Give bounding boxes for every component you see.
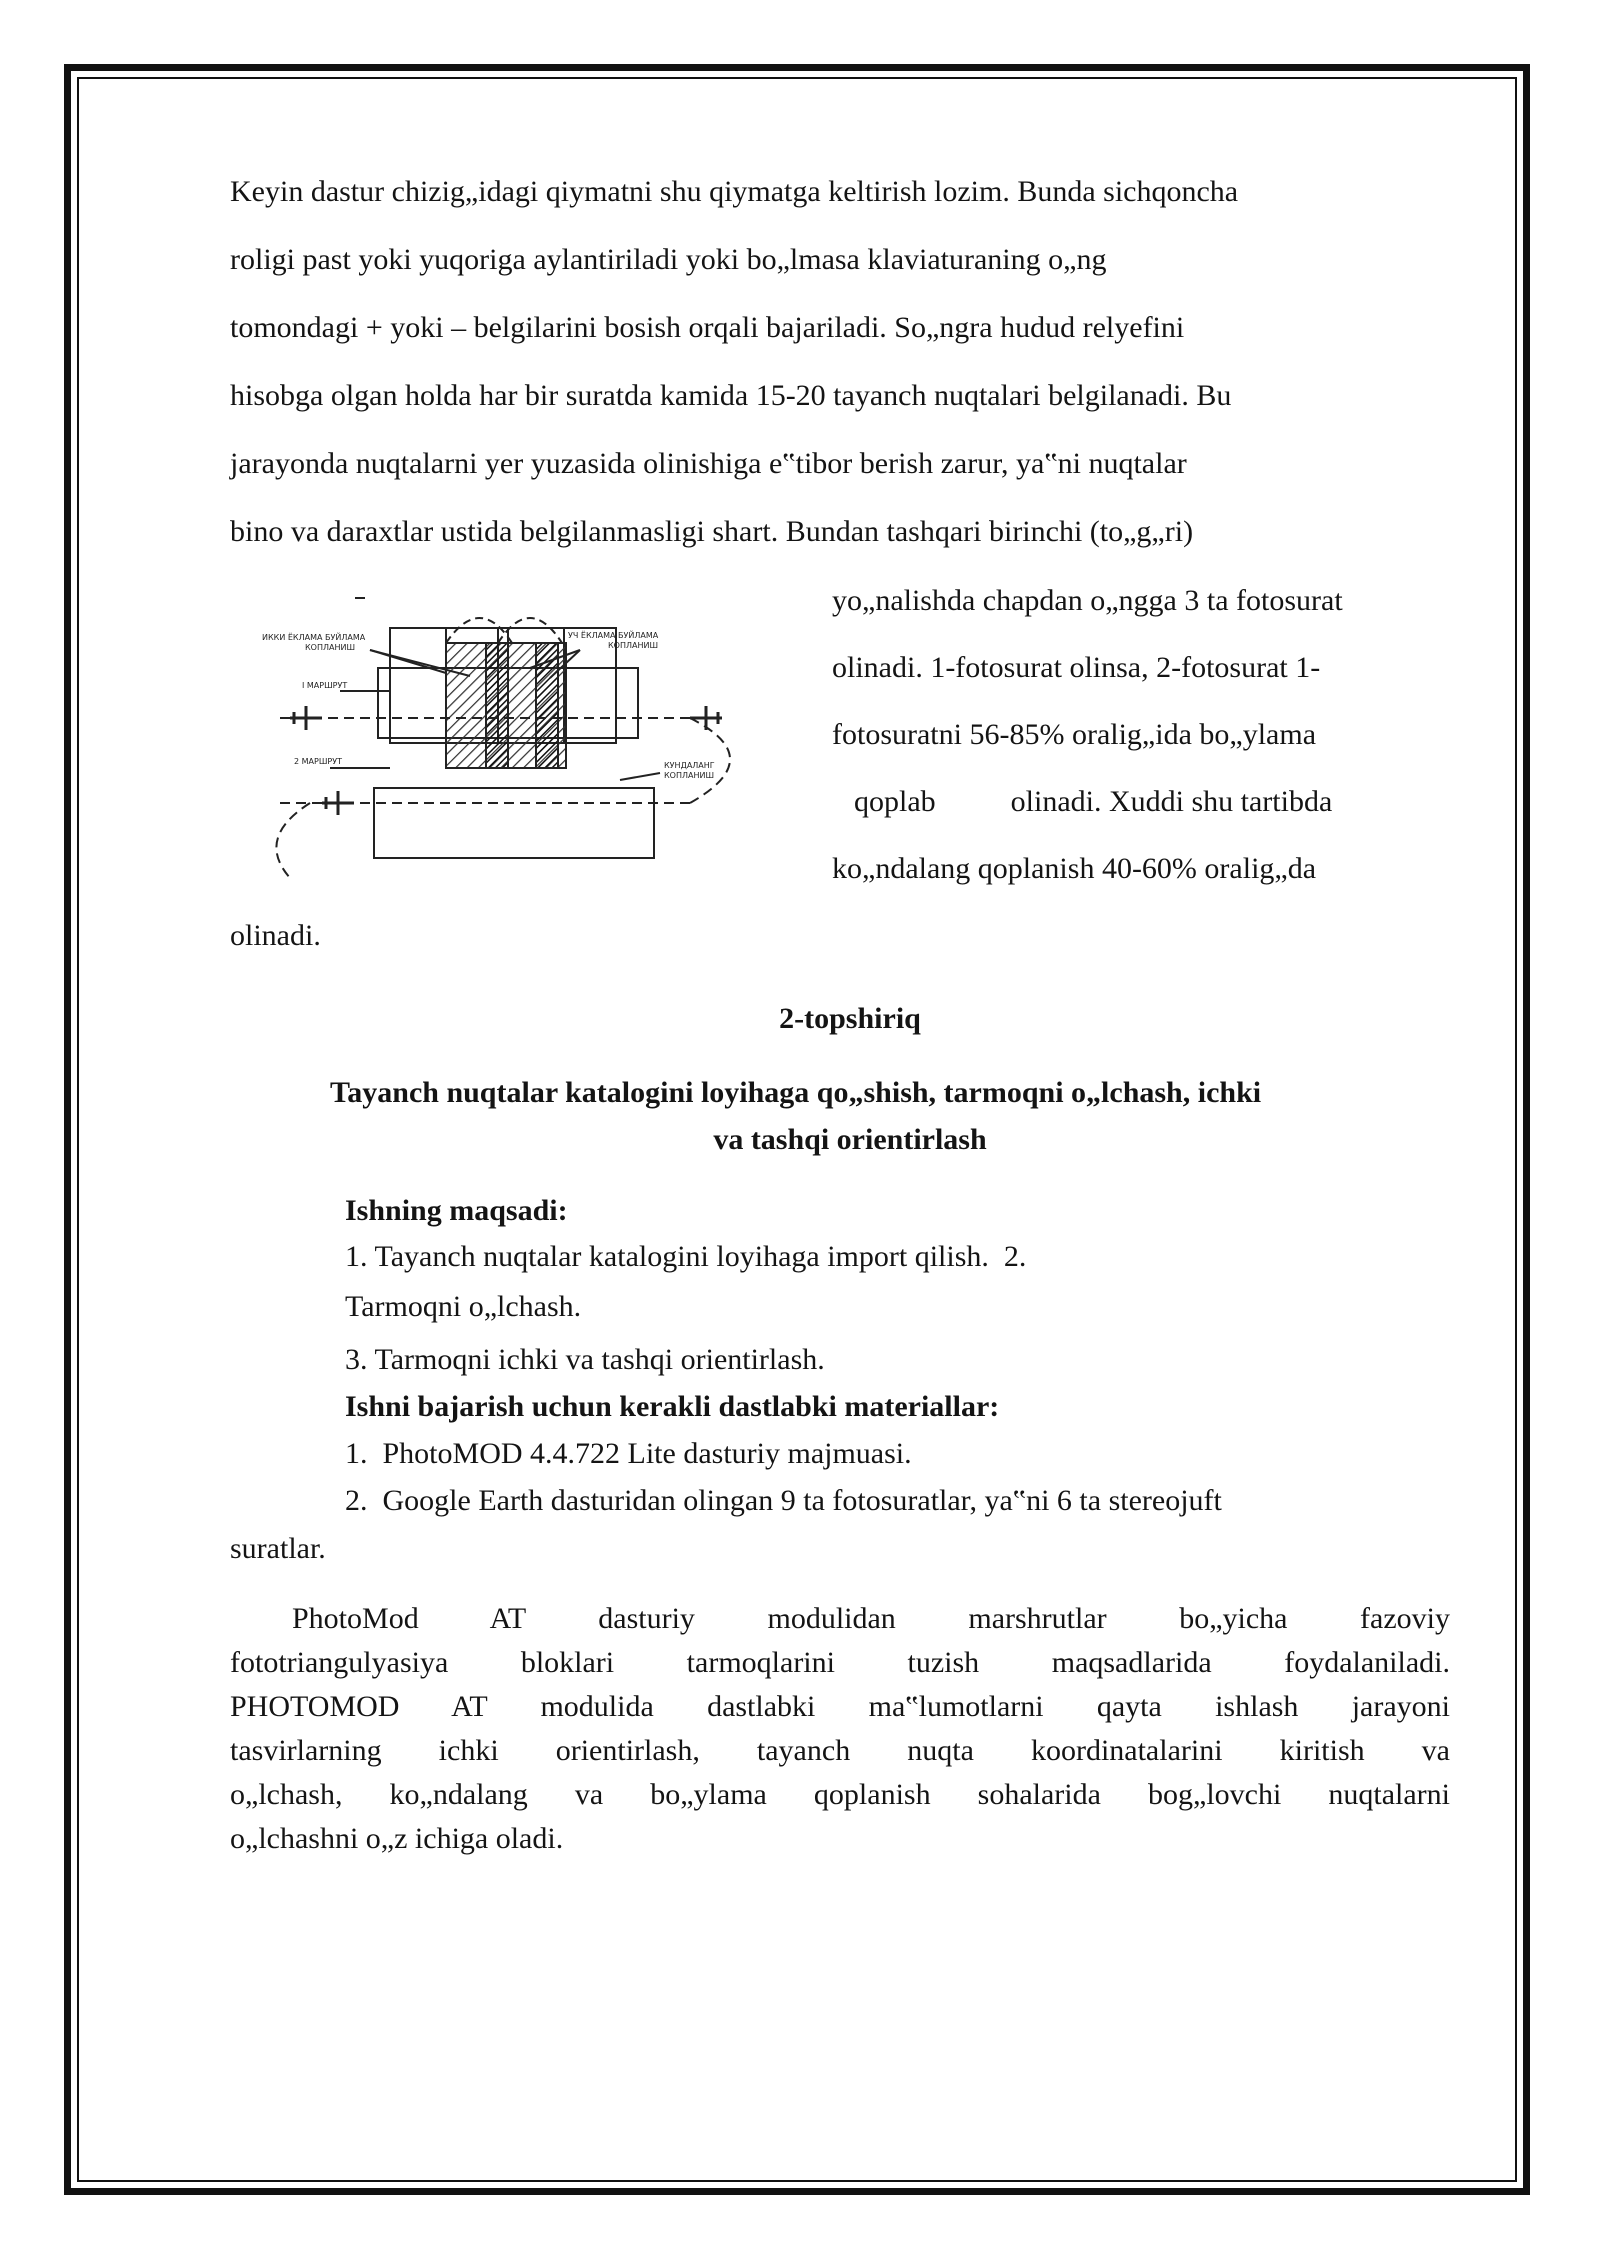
final-line: PHOTOMOD AT modulida dastlabki ma‟lumotlarni qayta ishlash jarayoni	[230, 1690, 1450, 1723]
material-item-end: suratlar.	[230, 1532, 326, 1565]
figure-label: УЧ ЁКЛАМА БУЙЛАМА	[568, 631, 659, 640]
intro-line: jarayonda nuqtalarni yer yuzasida olinishiga e‟tibor berish zarur, ya‟ni nuqtalar	[230, 447, 1187, 480]
final-line: tasvirlarning ichki orientirlash, tayanch nuqta koordinatalarini kiritish va	[230, 1734, 1450, 1767]
figure-label: КОПЛАНИШ	[305, 643, 356, 652]
wrap-line: qoplab olinadi. Xuddi shu tartibda	[854, 785, 1333, 818]
final-paragraph	[230, 1604, 1450, 1868]
task-number: 2-topshiriq	[779, 1002, 921, 1035]
goal-item: Tarmoqni o„lchash.	[345, 1290, 582, 1323]
intro-line: tomondagi + yoki – belgilarini bosish orqali bajariladi. So„ngra hudud relyefini	[230, 311, 1185, 344]
wrap-end: olinadi.	[230, 919, 321, 952]
figure-label: КУНДАЛАНГ	[664, 761, 715, 770]
figure-label: КОПЛАНИШ	[664, 771, 715, 780]
final-line: PhotoMod AT dasturiy modulidan marshrutlar bo„yicha fazoviy	[292, 1602, 1450, 1635]
final-line: fototriangulyasiya bloklari tarmoqlarini tuzish maqsadlarida foydalaniladi.	[230, 1646, 1450, 1679]
goal-item: 3. Tarmoqni ichki va tashqi orientirlash.	[345, 1343, 825, 1376]
figure-label: I МАРШРУТ	[302, 681, 348, 690]
final-line: o„lchash, ko„ndalang va bo„ylama qoplanish sohalarida bog„lovchi nuqtalarni	[230, 1778, 1450, 1811]
wrap-line: olinadi. 1-fotosurat olinsa, 2-fotosurat 1-	[832, 651, 1321, 684]
figure-label: КОПЛАНИШ	[608, 641, 659, 650]
wrap-line: fotosuratni 56-85% oralig„ida bo„ylama	[832, 718, 1317, 751]
figure-label: ИККИ ЁКЛАМА БУЙЛАМА	[262, 633, 366, 642]
intro-line: hisobga olgan holda har bir suratda kamida 15-20 tayanch nuqtalari belgilanadi. Bu	[230, 379, 1232, 412]
wrap-line: yo„nalishda chapdan o„ngga 3 ta fotosurat	[832, 584, 1343, 617]
materials-heading: Ishni bajarish uchun kerakli dastlabki materiallar:	[345, 1390, 1000, 1423]
wrap-line: ko„ndalang qoplanish 40-60% oralig„da	[832, 852, 1317, 885]
task-title: Tayanch nuqtalar katalogini loyihaga qo„shish, tarmoqni o„lchash, ichki	[330, 1076, 1262, 1109]
goal-heading: Ishning maqsadi:	[345, 1194, 568, 1227]
task-title: va tashqi orientirlash	[713, 1123, 987, 1156]
figure-label: 2 МАРШРУТ	[294, 757, 342, 766]
material-item: 2. Google Earth dasturidan olingan 9 ta fotosuratlar, ya‟ni 6 ta stereojuft	[345, 1484, 1222, 1517]
intro-line: Keyin dastur chizig„idagi qiymatni shu qiymatga keltirish lozim. Bunda sichqoncha	[230, 175, 1239, 208]
final-line: o„lchashni o„z ichiga oladi.	[230, 1822, 564, 1855]
intro-line: bino va daraxtlar ustida belgilanmasligi shart. Bundan tashqari birinchi (to„g„ri)	[230, 515, 1194, 548]
material-item: 1. PhotoMOD 4.4.722 Lite dasturiy majmuasi.	[345, 1437, 912, 1470]
intro-line: roligi past yoki yuqoriga aylantiriladi yoki bo„lmasa klaviaturaning o„ng	[230, 243, 1107, 276]
goal-item: 1. Tayanch nuqtalar katalogini loyihaga import qilish. 2.	[345, 1240, 1027, 1273]
aerial-overlap-diagram	[250, 588, 790, 898]
